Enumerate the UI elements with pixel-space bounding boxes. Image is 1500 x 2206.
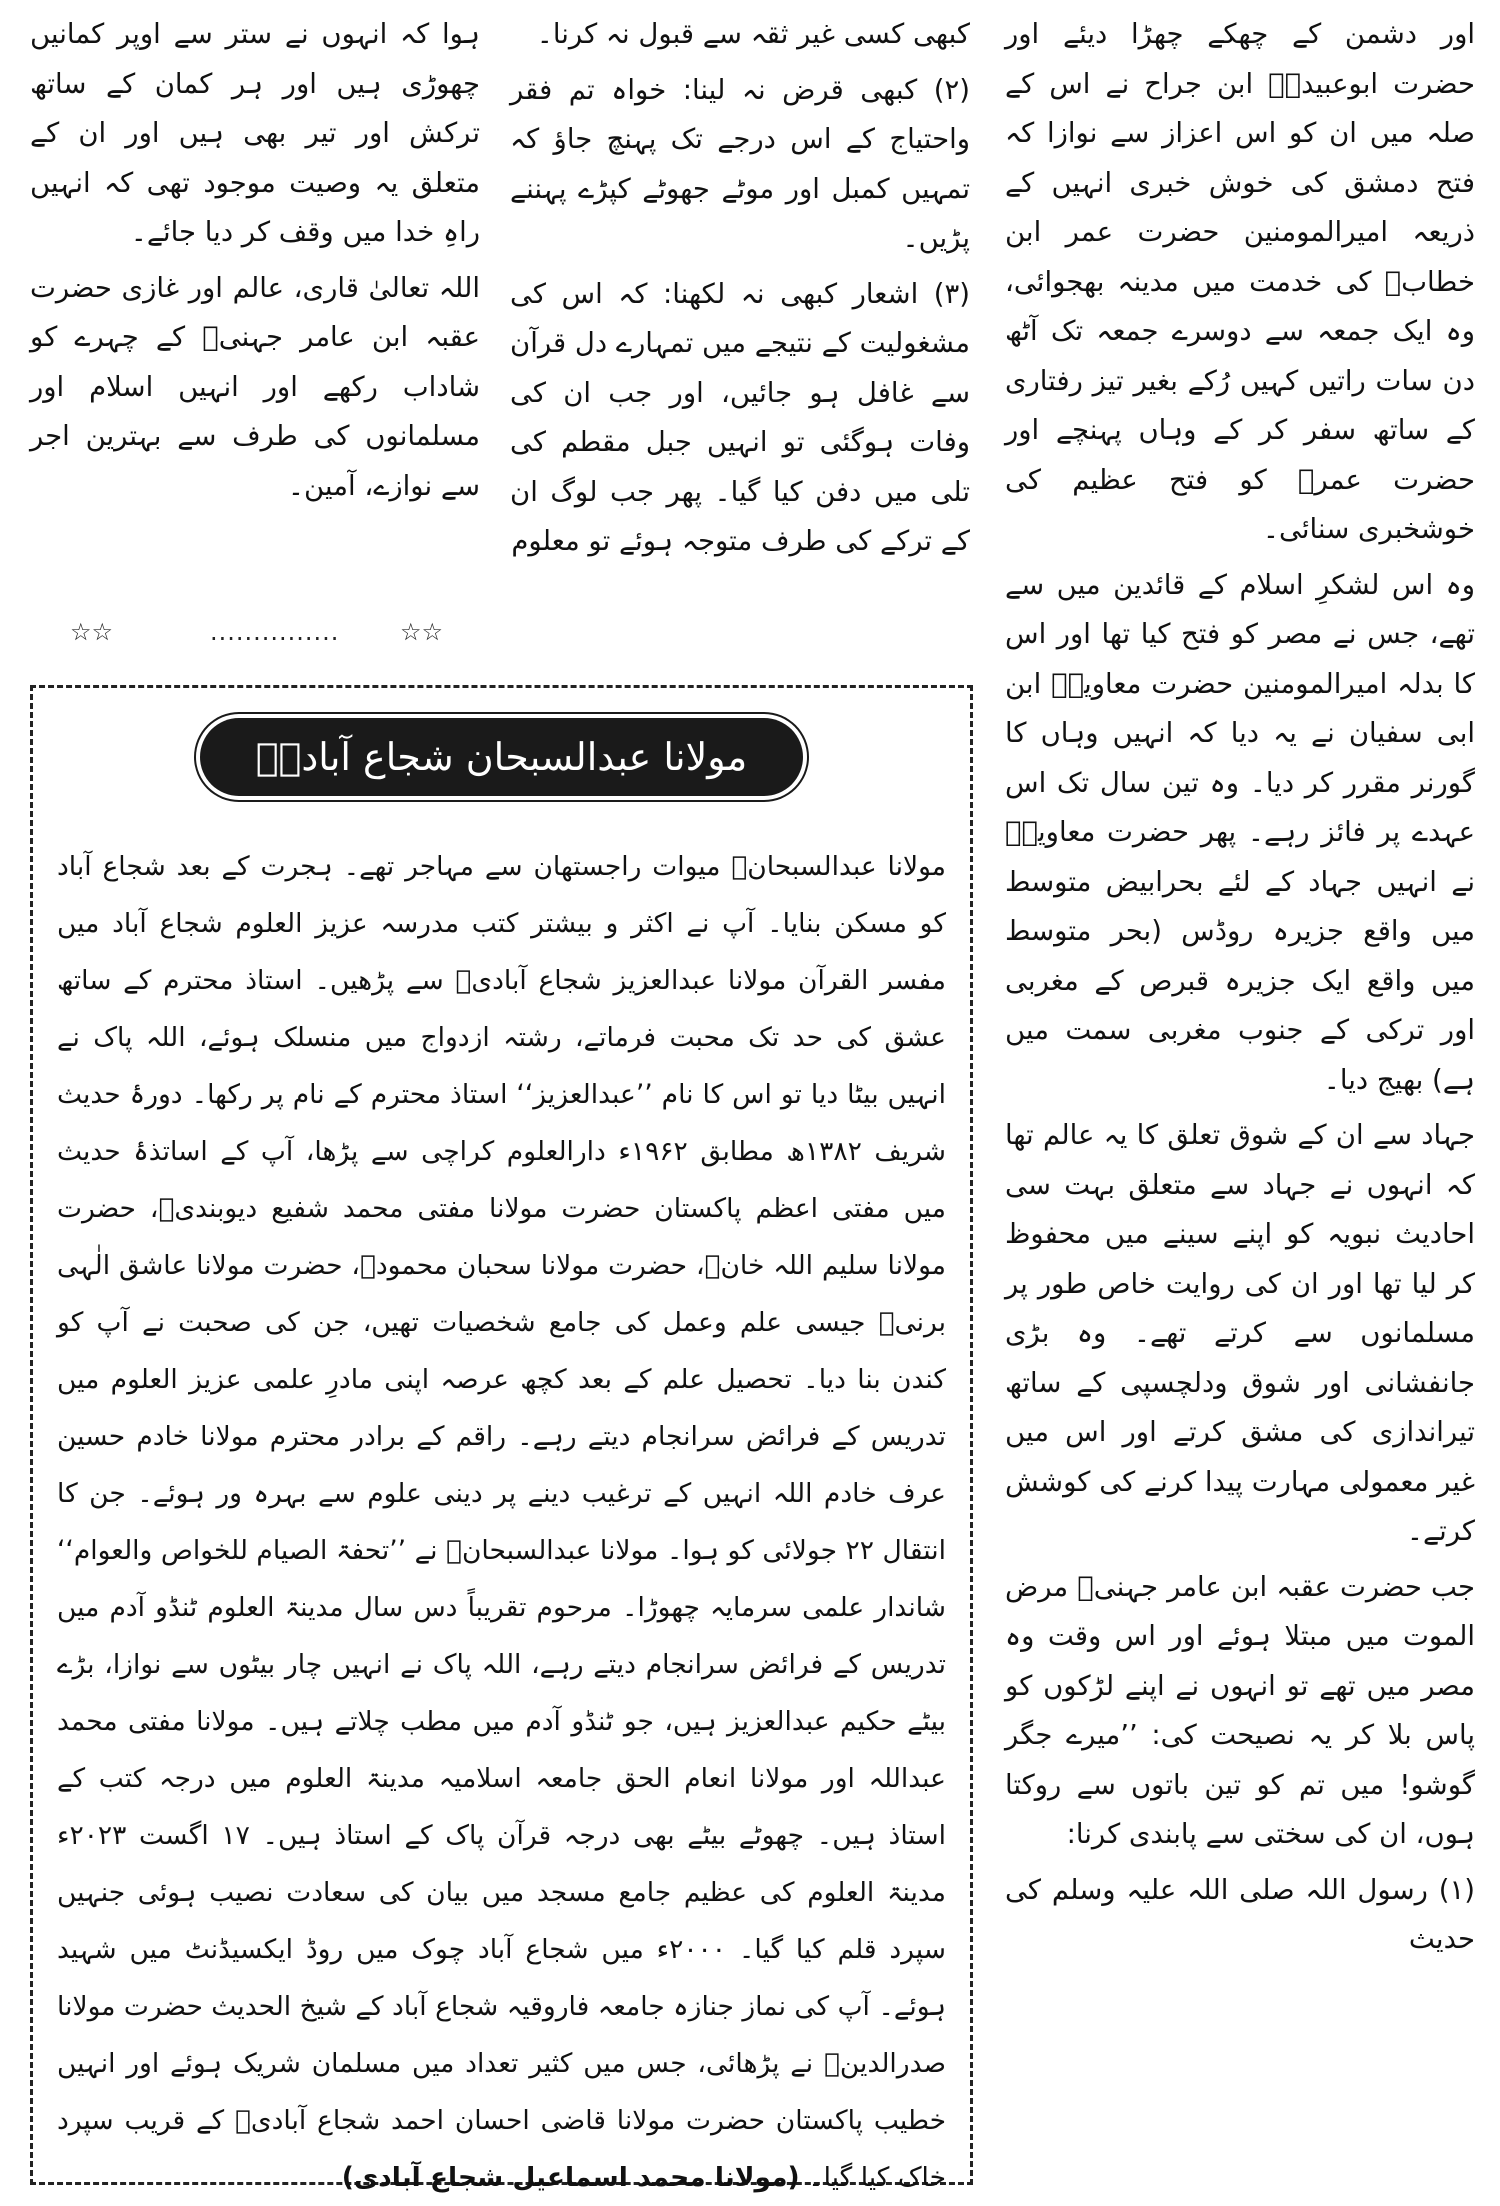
paragraph: جب حضرت عقبہ ابن عامر جہنیؓ مرض الموت میں مبتلا ہوئے اور اس وقت وہ مصر میں تھے تو انہوں نے اپنے لڑکوں کو پاس بلا کر یہ نصیحت کی: ’’میرے جگر گوشو! میں تم کو تین باتوں سے روکتا ہوں، ان کی سختی سے پابندی کرنا: bbox=[1005, 1570, 1475, 1850]
paragraph: (۲) کبھی قرض نہ لینا: خواہ تم فقر واحتیاج کے اس درجے تک پہنچ جاؤ کہ تمہیں کمبل اور موٹے جھوٹے کپڑے پہننے پڑیں۔ bbox=[510, 73, 970, 254]
paragraph: اور دشمن کے چھکے چھڑا دیئے اور حضرت ابوعبیدہؓ ابن جراح نے اس کے صلہ میں ان کو اس اعزاز سے نوازا کہ فتح دمشق کی خوش خبری انہیں کے ذریعہ امیرالمومنین حضرت عمر ابن خطابؓ کی خدمت میں مدینہ بھجوائی، وہ ایک جمعہ سے دوسرے جمعہ تک آٹھ دن سات راتیں کہیں رُکے بغیر تیز رفتاری کے ساتھ سفر کر کے وہاں پہنچے اور حضرت عمرؓ کو فتح عظیم کی خوشخبری سنائی۔ bbox=[1005, 18, 1475, 545]
paragraph: (۱) رسول اللہ صلی اللہ علیہ وسلم کی حدیث bbox=[1005, 1873, 1475, 1955]
paragraph: وہ اس لشکرِ اسلام کے قائدین میں سے تھے، جس نے مصر کو فتح کیا تھا اور اس کا بدلہ امیرالمومنین حضرت معاویہؓ ابن ابی سفیان نے یہ دیا کہ انہیں وہاں کا گورنر مقرر کر دیا۔ وہ تین سال تک اس عہدے پر فائز رہے۔ پھر حضرت معاویہؓ نے انہیں جہاد کے لئے بحرابیض متوسط میں واقع جزیرہ روڈس (بحر متوسط میں واقع ایک جزیرہ قبرص کے مغربی اور ترکی کے جنوب مغربی سمت میں ہے) بھیج دیا۔ bbox=[1005, 568, 1475, 1096]
paragraph: ہوا کہ انہوں نے ستر سے اوپر کمانیں چھوڑی ہیں اور ہر کمان کے ساتھ ترکش اور تیر بھی ہیں اور ان کے متعلق یہ وصیت موجود تھی کہ انہیں راہِ خدا میں وقف کر دیا جائے۔ bbox=[30, 18, 480, 248]
article-credit: (مولانا محمد اسماعیل شجاع آبادی) bbox=[341, 2162, 800, 2193]
star-separator-left: ☆☆ bbox=[70, 618, 114, 646]
article-body bbox=[57, 838, 946, 2206]
dots-separator: ............... bbox=[210, 618, 340, 646]
article-paragraph bbox=[57, 838, 946, 2206]
article-title-wrap bbox=[33, 718, 970, 796]
article-box bbox=[30, 685, 973, 2193]
paragraph: کبھی کسی غیر ثقہ سے قبول نہ کرنا۔ bbox=[536, 18, 970, 50]
article-title: مولانا عبدالسبحان شجاع آبادیؒ bbox=[200, 718, 804, 796]
column-left bbox=[30, 10, 480, 517]
star-separator-right: ☆☆ bbox=[400, 618, 444, 646]
paragraph: جہاد سے ان کے شوق تعلق کا یہ عالم تھا کہ انہوں نے جہاد سے متعلق بہت سی احادیث نبویہ کو اپنے سینے میں محفوظ کر لیا تھا اور ان کی روایت خاص طور پر مسلمانوں سے کرتے تھے۔ وہ بڑی جانفشانی اور شوق ودلچسپی کے ساتھ تیراندازی کی مشق کرتے اور اس میں غیر معمولی مہارت پیدا کرنے کی کوشش کرتے۔ bbox=[1005, 1119, 1475, 1547]
column-middle bbox=[510, 10, 970, 573]
article-text: مولانا عبدالسبحانؒ میوات راجستھان سے مہاجر تھے۔ ہجرت کے بعد شجاع آباد کو مسکن بنایا۔ آپ نے اکثر و بیشتر کتب مدرسہ عزیز العلوم شجاع آباد میں مفسر القرآن مولانا عبدالعزیز شجاع آبادیؒ سے پڑھیں۔ استاذ محترم کے ساتھ عشق کی حد تک محبت فرماتے، رشتہ ازدواج میں منسلک ہوئے، اللہ پاک نے انہیں بیٹا دیا تو اس کا نام ’’عبدالعزیز‘‘ استاذ محترم کے نام پر رکھا۔ دورۂ حدیث شریف ۱۳۸۲ھ مطابق ۱۹۶۲ء دارالعلوم کراچی سے پڑھا، آپ کے اساتذۂ حدیث میں مفتی اعظم پاکستان حضرت مولانا مفتی محمد شفیع دیوبندیؒ، حضرت مولانا سلیم اللہ خانؒ، حضرت مولانا سحبان محمودؒ، حضرت مولانا عاشق الٰہی برنیؒ جیسی علم وعمل کی جامع شخصیات تھیں، جن کی صحبت نے آپ کو کندن بنا دیا۔ تحصیل علم کے بعد کچھ عرصہ اپنی مادرِ علمی عزیز العلوم میں تدریس کے فرائض سرانجام دیتے رہے۔ راقم کے برادر محترم مولانا خادم حسین عرف خادم اللہ انہیں کے ترغیب دینے پر دینی علوم سے بہرہ ور ہوئے۔ جن کا انتقال ۲۲ جولائی کو ہوا۔ مولانا عبدالسبحانؒ نے ’’تحفۃ الصیام للخواص والعوام‘‘ شاندار علمی سرمایہ چھوڑا۔ مرحوم تقریباً دس سال مدینۃ العلوم ٹنڈو آدم میں تدریس کے فرائض سرانجام دیتے رہے، اللہ پاک نے انہیں چار بیٹوں سے نوازا، بڑے بیٹے حکیم عبدالعزیز ہیں، جو ٹنڈو آدم میں مطب چلاتے ہیں۔ مولانا مفتی محمد عبداللہ اور مولانا انعام الحق جامعہ اسلامیہ مدینۃ العلوم میں درجہ کتب کے استاذ ہیں۔ چھوٹے بیٹے بھی درجہ قرآن پاک کے استاذ ہیں۔ ۱۷ اگست ۲۰۲۳ء مدینۃ العلوم کی عظیم جامع مسجد میں بیان کی سعادت نصیب ہوئی جنہیں سپرد قلم کیا گیا۔ ۲۰۰۰ء میں شجاع آباد چوک میں روڈ ایکسیڈنٹ میں شہید ہوئے۔ آپ کی نماز جنازہ جامعہ فاروقیہ شجاع آباد کے شیخ الحدیث حضرت مولانا صدرالدینؒ نے پڑھائی، جس میں کثیر تعداد میں مسلمان شریک ہوئے اور انہیں خطیب پاکستان حضرت مولانا قاضی احسان احمد شجاع آبادیؒ کے قریب سپرد خاک کیا گیا۔ bbox=[57, 851, 947, 2193]
paragraph: (۳) اشعار کبھی نہ لکھنا: کہ اس کی مشغولیت کے نتیجے میں تمہارے دل قرآن سے غافل ہو جائیں، اور جب ان کی وفات ہوگئی تو انہیں جبل مقطم کی تلی میں دفن کیا گیا۔ پھر جب لوگ ان کے ترکے کی طرف متوجہ ہوئے تو معلوم bbox=[510, 277, 970, 557]
paragraph: اللہ تعالیٰ قاری، عالم اور غازی حضرت عقبہ ابن عامر جہنیؓ کے چہرے کو شاداب رکھے اور انہیں اسلام اور مسلمانوں کی طرف سے بہترین اجر سے نوازے، آمین۔ bbox=[30, 271, 480, 502]
section-separator bbox=[30, 618, 980, 658]
column-right bbox=[1005, 10, 1475, 1971]
